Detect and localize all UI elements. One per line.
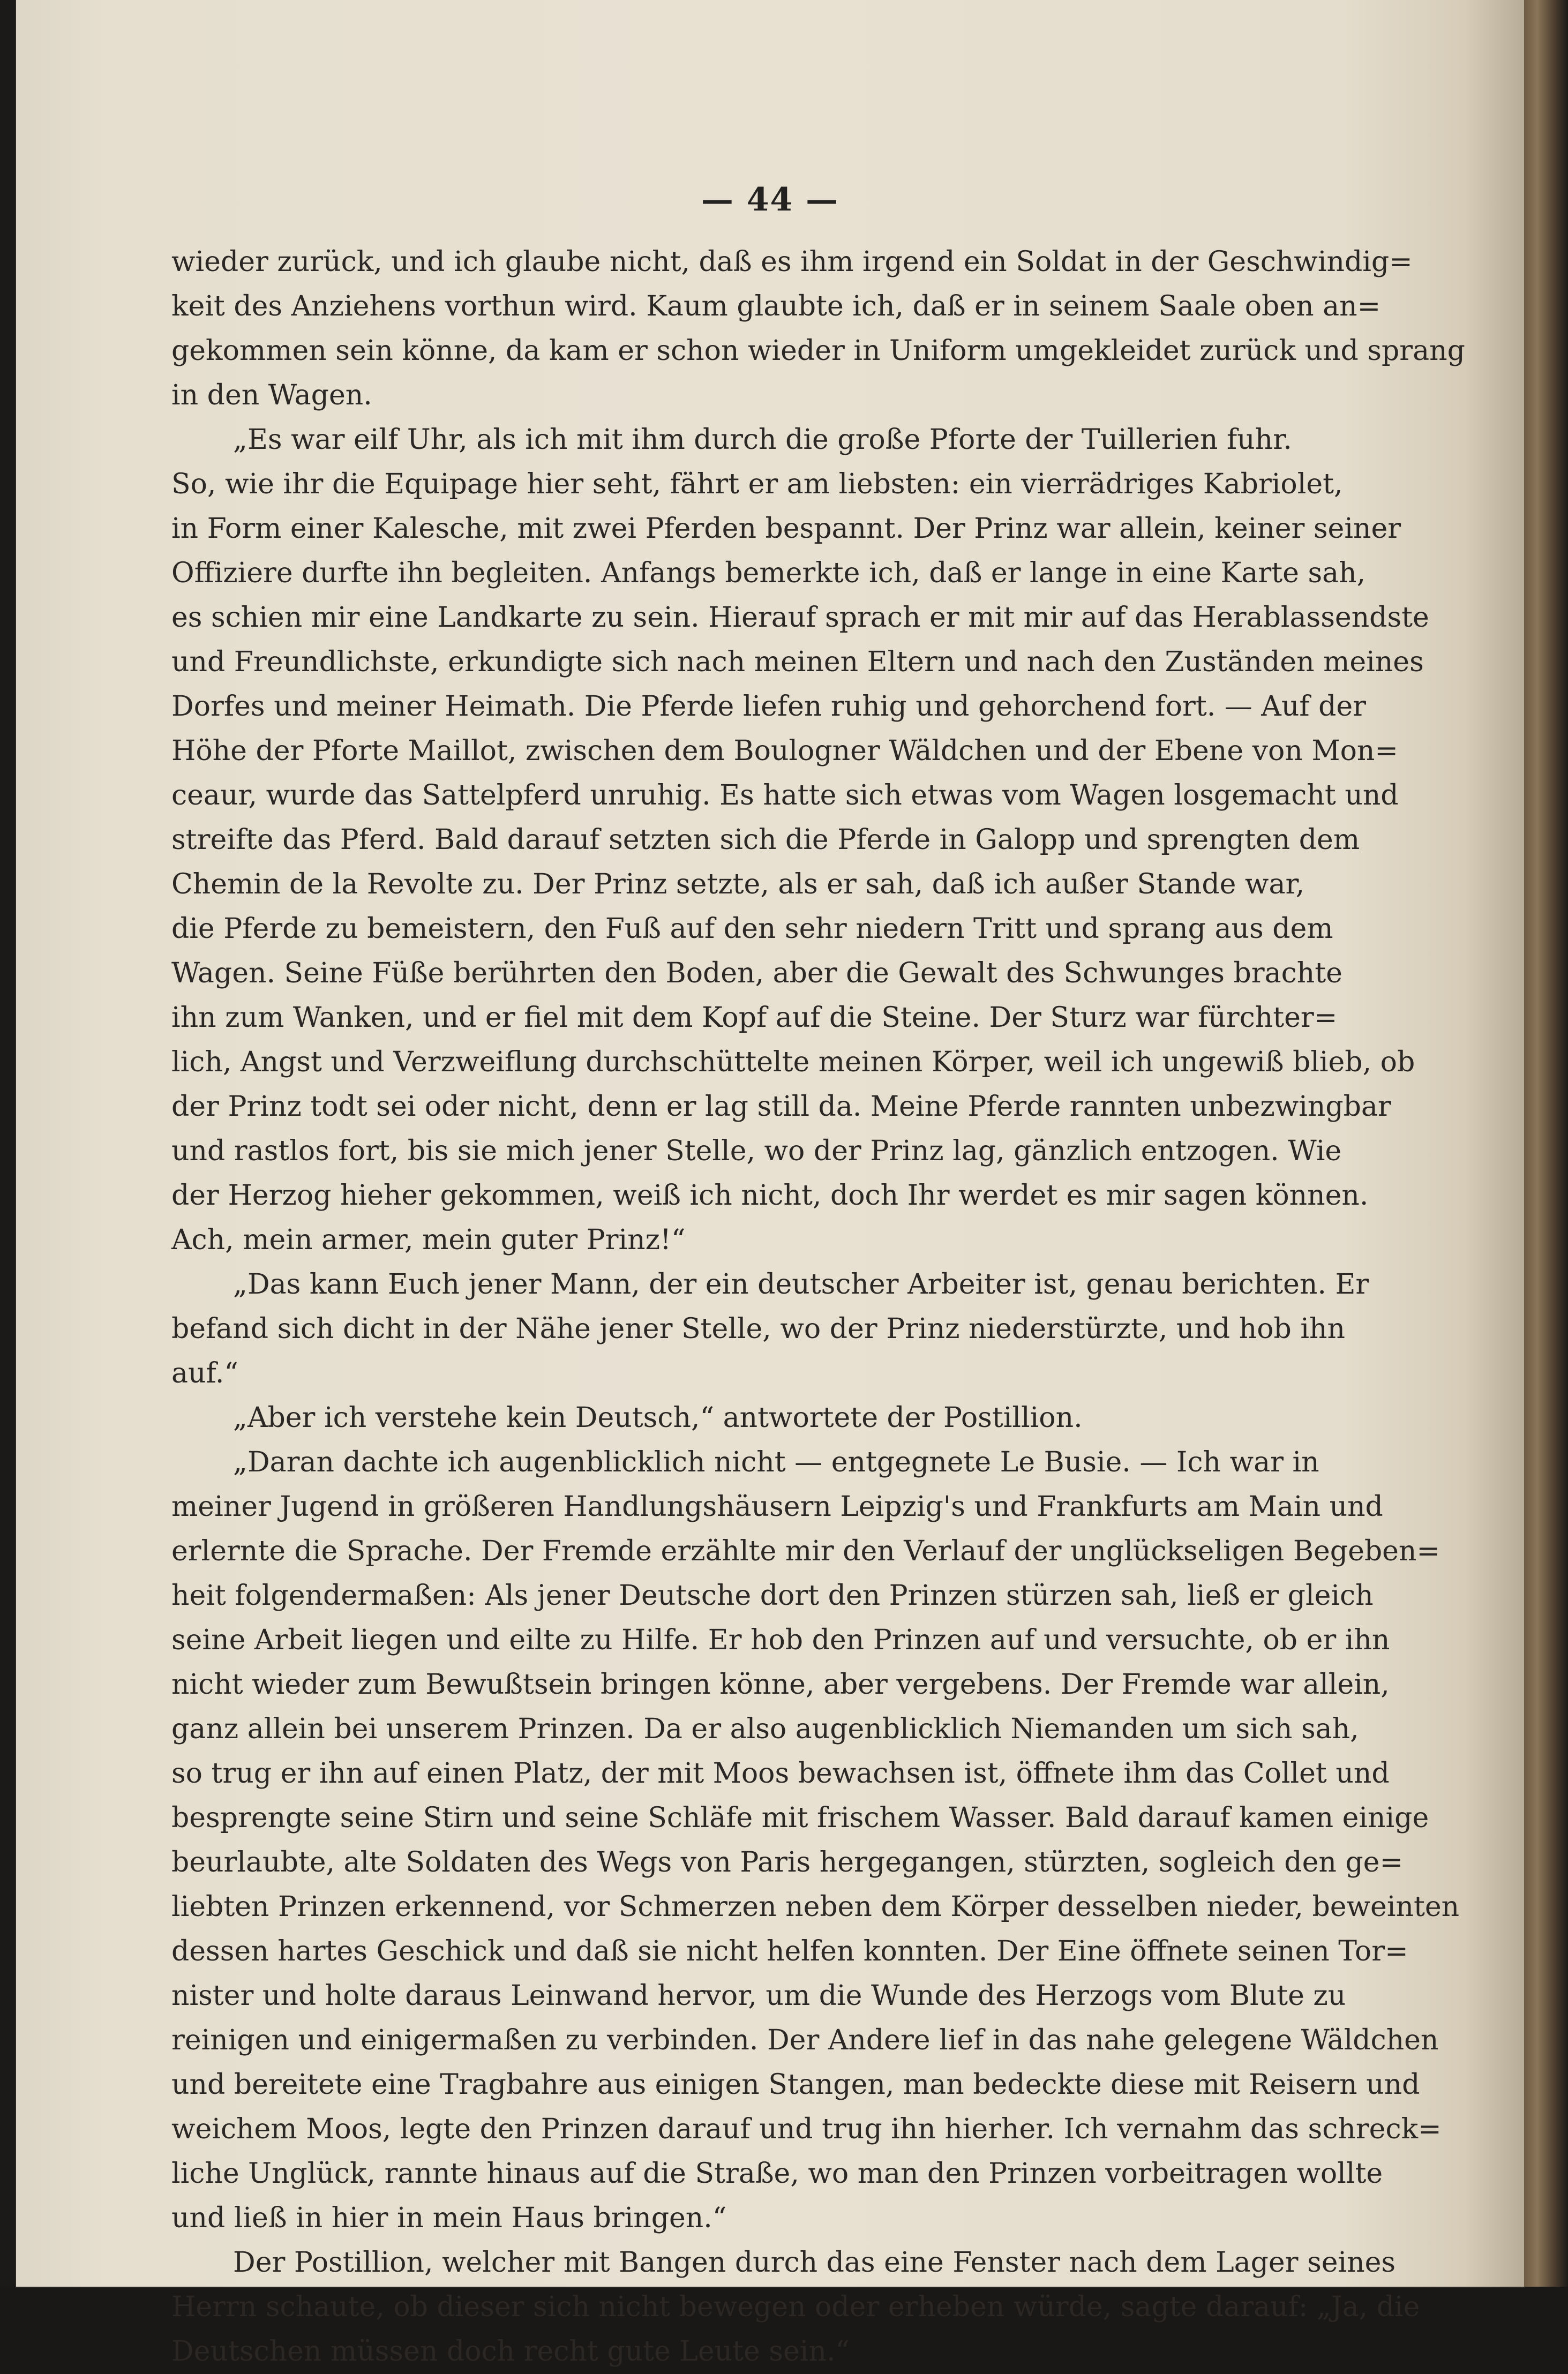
- text-line: nister und holte daraus Leinwand hervor, um die Wunde des Herzogs vom Blute zu: [171, 1980, 1346, 2012]
- text-line: Wagen. Seine Füße berührten den Boden, aber die Gewalt des Schwunges brachte: [171, 957, 1342, 989]
- text-line: heit folgendermaßen: Als jener Deutsche dort den Prinzen stürzen sah, ließ er gleich: [171, 1580, 1374, 1612]
- text-line: lich, Angst und Verzweiflung durchschüttelte meinen Körper, weil ich ungewiß blieb, ob: [171, 1046, 1415, 1078]
- text-line: gekommen sein könne, da kam er schon wieder in Uniform umgekleidet zurück und sprang: [171, 335, 1465, 367]
- text-line: ganz allein bei unserem Prinzen. Da er also augenblicklich Niemanden um sich sah,: [171, 1713, 1359, 1745]
- body-text: [171, 240, 1465, 2374]
- text-line: und ließ in hier in mein Haus bringen.“: [171, 2202, 727, 2234]
- text-line: und Freundlichste, erkundigte sich nach meinen Eltern und nach den Zuständen meines: [171, 646, 1424, 678]
- text-line: Der Postillion, welcher mit Bangen durch das eine Fenster nach dem Lager seines: [233, 2247, 1396, 2279]
- text-line: der Herzog hieher gekommen, weiß ich nicht, doch Ihr werdet es mir sagen können.: [171, 1180, 1369, 1212]
- text-line: Ach, mein armer, mein guter Prinz!“: [171, 1224, 686, 1256]
- text-line: erlernte die Sprache. Der Fremde erzählte mir den Verlauf der unglückseligen Begeben=: [171, 1535, 1440, 1567]
- text-line: in Form einer Kalesche, mit zwei Pferden bespannt. Der Prinz war allein, keiner seiner: [171, 513, 1401, 545]
- text-line: ceaur, wurde das Sattelpferd unruhig. Es hatte sich etwas vom Wagen losgemacht und: [171, 779, 1399, 812]
- text-line: „Daran dachte ich augenblicklich nicht — entgegnete Le Busie. — Ich war in: [233, 1446, 1319, 1478]
- text-line: weichem Moos, legte den Prinzen darauf und trug ihn hierher. Ich vernahm das schreck=: [171, 2113, 1442, 2145]
- text-line: auf.“: [171, 1357, 238, 1389]
- text-line: „Das kann Euch jener Mann, der ein deutscher Arbeiter ist, genau berichten. Er: [233, 1268, 1369, 1301]
- text-line: liebten Prinzen erkennend, vor Schmerzen neben dem Körper desselben nieder, beweinten: [171, 1891, 1460, 1923]
- text-line: die Pferde zu bemeistern, den Fuß auf den sehr niedern Tritt und sprang aus dem: [171, 913, 1333, 945]
- text-line: keit des Anziehens vorthun wird. Kaum glaubte ich, daß er in seinem Saale oben an=: [171, 290, 1381, 322]
- book-spine: [1524, 0, 1568, 2287]
- text-line: befand sich dicht in der Nähe jener Stelle, wo der Prinz niederstürzte, und hob ihn: [171, 1313, 1345, 1345]
- text-line: besprengte seine Stirn und seine Schläfe mit frischem Wasser. Bald darauf kamen einige: [171, 1802, 1429, 1834]
- text-line: Dorfes und meiner Heimath. Die Pferde liefen ruhig und gehorchend fort. — Auf der: [171, 690, 1367, 723]
- text-line: Offiziere durfte ihn begleiten. Anfangs bemerkte ich, daß er lange in eine Karte sah,: [171, 557, 1366, 589]
- text-line: Höhe der Pforte Maillot, zwischen dem Boulogner Wäldchen und der Ebene von Mon=: [171, 735, 1398, 767]
- text-line: es schien mir eine Landkarte zu sein. Hierauf sprach er mit mir auf das Herablassendste: [171, 602, 1429, 634]
- text-line: und rastlos fort, bis sie mich jener Stelle, wo der Prinz lag, gänzlich entzogen. Wie: [171, 1135, 1342, 1167]
- text-line: streifte das Pferd. Bald darauf setzten sich die Pferde in Galopp und sprengten dem: [171, 824, 1360, 856]
- text-line: der Prinz todt sei oder nicht, denn er lag still da. Meine Pferde rannten unbezwingbar: [171, 1091, 1391, 1123]
- text-line: seine Arbeit liegen und eilte zu Hilfe. Er hob den Prinzen auf und versuchte, ob er ihn: [171, 1624, 1390, 1656]
- text-line: „Es war eilf Uhr, als ich mit ihm durch die große Pforte der Tuillerien fuhr.: [233, 424, 1292, 456]
- text-line: und bereitete eine Tragbahre aus einigen Stangen, man bedeckte diese mit Reisern und: [171, 2069, 1420, 2101]
- text-line: ihn zum Wanken, und er fiel mit dem Kopf auf die Steine. Der Sturz war fürchter=: [171, 1002, 1338, 1034]
- text-line: dessen hartes Geschick und daß sie nicht helfen konnten. Der Eine öffnete seinen Tor=: [171, 1935, 1408, 1967]
- text-line: Chemin de la Revolte zu. Der Prinz setzte, als er sah, daß ich außer Stande war,: [171, 868, 1305, 900]
- text-line: nicht wieder zum Bewußtsein bringen könne, aber vergebens. Der Fremde war allein,: [171, 1669, 1390, 1701]
- text-line: reinigen und einigermaßen zu verbinden. Der Andere lief in das nahe gelegene Wäldchen: [171, 2024, 1439, 2056]
- text-line: meiner Jugend in größeren Handlungshäusern Leipzig's und Frankfurts am Main und: [171, 1491, 1383, 1523]
- text-line: wieder zurück, und ich glaube nicht, daß es ihm irgend ein Soldat in der Geschwindig=: [171, 246, 1413, 278]
- text-line: liche Unglück, rannte hinaus auf die Straße, wo man den Prinzen vorbeitragen wollte: [171, 2158, 1383, 2190]
- text-line: So, wie ihr die Equipage hier seht, fährt er am liebsten: ein vierrädriges Kabriolet,: [171, 468, 1343, 500]
- text-line: in den Wagen.: [171, 379, 372, 411]
- text-line: „Aber ich verstehe kein Deutsch,“ antwortete der Postillion.: [233, 1402, 1083, 1434]
- text-line: Herrn schaute, ob dieser sich nicht bewegen oder erheben würde, sagte darauf: „Ja, die: [171, 2291, 1420, 2323]
- text-line: beurlaubte, alte Soldaten des Wegs von Paris hergegangen, stürzten, sogleich den ge=: [171, 1846, 1404, 1879]
- text-line: Deutschen müssen doch recht gute Leute sein.“: [171, 2335, 850, 2368]
- page-number: — 44 —: [701, 181, 839, 219]
- text-line: so trug er ihn auf einen Platz, der mit Moos bewachsen ist, öffnete ihm das Collet und: [171, 1757, 1390, 1790]
- book-page: [16, 0, 1524, 2368]
